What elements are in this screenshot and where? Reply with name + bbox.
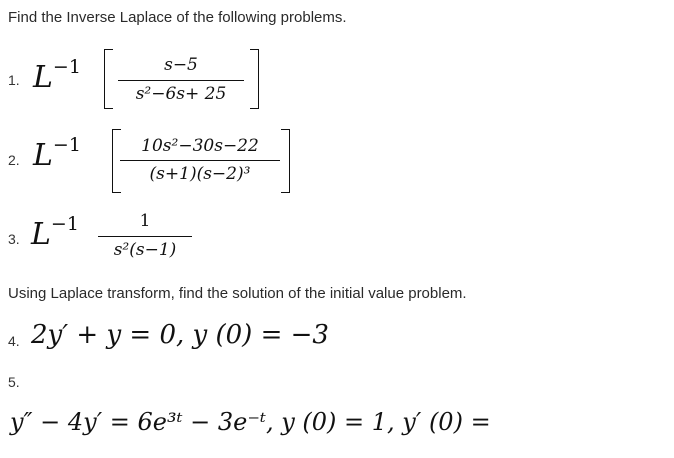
fraction-numerator: 1 xyxy=(139,211,151,231)
ivp-instructions: Using Laplace transform, find the solution of the initial value problem. xyxy=(8,285,467,302)
fraction-denominator: (s+1)(s−2)³ xyxy=(149,164,251,184)
laplace-instructions: Find the Inverse Laplace of the following problems. xyxy=(8,9,347,26)
fraction-numerator: 10s²−30s−22 xyxy=(141,136,259,156)
problem-number: 1. xyxy=(8,72,20,88)
fraction-denominator: s²−6s+ 25 xyxy=(135,84,227,104)
fraction-denominator: s²(s−1) xyxy=(113,240,177,260)
fraction-numerator: s−5 xyxy=(164,55,198,75)
laplace-operator: $L^{-1}$ xyxy=(33,56,81,95)
left-bracket xyxy=(104,49,113,109)
laplace-operator: $L^{-1}$ xyxy=(33,134,81,173)
right-bracket xyxy=(281,129,290,193)
fraction-bar xyxy=(120,160,280,161)
ivp-equation: 2y′ + y = 0, y (0) = −3 xyxy=(31,320,329,350)
laplace-operator: $L^{-1}$ xyxy=(31,213,79,252)
right-bracket xyxy=(250,49,259,109)
problem-number: 3. xyxy=(8,231,20,247)
fraction-bar xyxy=(118,80,244,81)
problem-number: 2. xyxy=(8,152,20,168)
fraction-bar xyxy=(98,236,192,237)
problem-number: 4. xyxy=(8,333,20,349)
ivp-equation: y″ − 4y′ = 6e³ᵗ − 3e⁻ᵗ, y (0) = 1, y′ (0) = xyxy=(10,408,491,436)
problem-number: 5. xyxy=(8,374,20,390)
